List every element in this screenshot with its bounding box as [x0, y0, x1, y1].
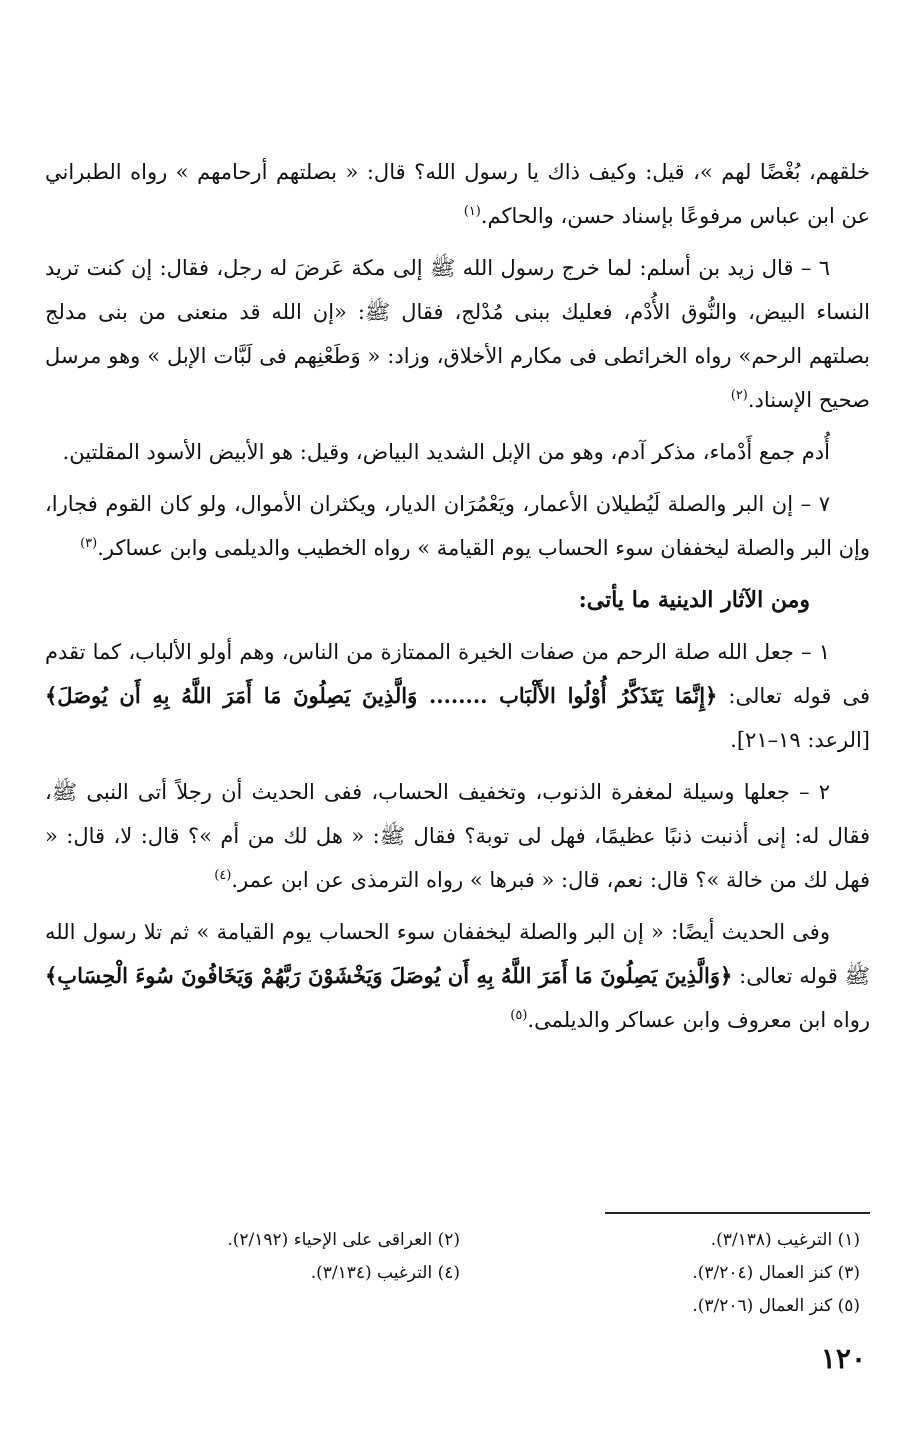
footnote-row — [60, 1290, 860, 1323]
section-heading — [45, 578, 870, 622]
footnote-separator — [605, 1212, 870, 1214]
text-run: ٢ – جعلها وسيلة لمغفرة الذنوب، وتخفيف الحساب، ففى الحديث أن رجلاً أتى النبى ﷺ، فقال له: إنى أذنبت ذنبًا عظيمًا، فهل لى توبة؟ فقال ﷺ: « هل لك من أم »؟ قال: لا، قال: « فهل لك من خالة »؟ قال: نعم، قال: « فبرها » رواه الترمذى عن ابن عمر. — [45, 780, 870, 892]
footnote: (٥) كنز العمال (٣/٢٠٦). — [692, 1296, 860, 1316]
footnote: (٤) الترغيب (٣/١٣٤). — [310, 1263, 460, 1283]
text-run: [الرعد: ١٩–٢١]. — [730, 728, 870, 752]
footnote: (٣) كنز العمال (٣/٢٠٤). — [692, 1263, 860, 1283]
paragraph — [45, 770, 870, 902]
paragraph — [45, 246, 870, 422]
paragraph — [45, 910, 870, 1042]
footnotes — [60, 1224, 860, 1323]
text-run: خلقهم، بُغْضًا لهم »، قيل: وكيف ذاك يا رسول الله؟ قال: « بصلتهم أرحامهم » رواه الطبراني عن ابن عباس مرفوعًا بإسناد حسن، والحاكم. — [45, 160, 870, 228]
footnote-row — [60, 1257, 860, 1290]
paragraph-gap — [45, 474, 870, 482]
text-run: وفى الحديث أيضًا: « إن البر والصلة ليخففان سوء الحساب يوم القيامة » ثم تلا رسول الله ﷺ قوله تعالى: — [45, 920, 871, 988]
text-run: ١ – جعل الله صلة الرحم من صفات الخيرة الممتازة من الناس، وهم أولو الألباب، كما تقدم فى قوله تعالى: — [45, 640, 870, 708]
quran-verse: ﴿إِنَّمَا يَتَذَكَّرُ أُوْلُوا الأَلْبَاب ........ وَالَّذِينَ يَصِلُونَ مَا أَمَرَ اللَّهُ بِهِ أَن يُوصَلَ﴾ — [45, 683, 718, 708]
text-run: ومن الآثار الدينية ما يأتى: — [578, 587, 810, 613]
body-text — [45, 150, 870, 1042]
text-run: رواه ابن معروف وابن عساكر والديلمى. — [527, 1008, 870, 1032]
paragraph — [45, 150, 870, 238]
footnote: (٢) العراقى على الإحياء (٢/١٩٢). — [227, 1230, 460, 1250]
paragraph — [45, 630, 870, 762]
paragraph-gap — [45, 238, 870, 246]
footnote-ref: (٣) — [80, 536, 98, 551]
footnote-ref: (٥) — [510, 1008, 528, 1023]
paragraph-gap — [45, 902, 870, 910]
paragraph — [45, 430, 870, 474]
paragraph — [45, 482, 870, 570]
paragraph-gap — [45, 622, 870, 630]
footnote — [60, 1290, 460, 1323]
quran-verse: ﴿وَالَّذِينَ يَصِلُونَ مَا أَمَرَ اللَّهُ بِهِ أَن يُوصَلَ وَيَخْشَوْنَ رَبَّهُمْ وَيَخَافُونَ سُوءَ الْحِسَابِ﴾ — [45, 963, 733, 988]
paragraph-gap — [45, 570, 870, 578]
footnote-row — [60, 1224, 860, 1257]
paragraph-gap — [45, 422, 870, 430]
text-run: ٦ – قال زيد بن أسلم: لما خرج رسول الله ﷺ إلى مكة عَرضَ له رجل، فقال: إن كنت تريد النساء البيض، والنُّوق الأُدْم، فعليك ببنى مُدْلج، فقال ﷺ: «إن الله قد منعنى من بنى مدلج بصلتهم الرحم» رواه الخرائطى فى مكارم الأخلاق، وزاد: « وَطَعْنِهم فى لَبَّات الإبل » وهو مرسل صحيح الإسناد. — [45, 256, 870, 412]
text-run: ٧ – إن البر والصلة لَيُطيلان الأعمار، ويَعْمُرَان الديار، ويكثران الأموال، ولو كان القوم فجارا، وإن البر والصلة ليخففان سوء الحساب يوم القيامة » رواه الخطيب والديلمى وابن عساكر. — [45, 492, 870, 560]
footnote-ref: (٤) — [214, 868, 232, 883]
footnote: (١) الترغيب (٣/١٣٨). — [710, 1230, 860, 1250]
text-run: أُدم جمع أَدْماء، مذكر آدم، وهو من الإبل الشديد البياض، وقيل: هو الأبيض الأسود المقلتين. — [62, 440, 830, 464]
footnote-ref: (٢) — [730, 388, 748, 403]
footnote-ref: (١) — [463, 204, 481, 219]
paragraph-gap — [45, 762, 870, 770]
page-number: ١٢٠ — [820, 1342, 866, 1375]
